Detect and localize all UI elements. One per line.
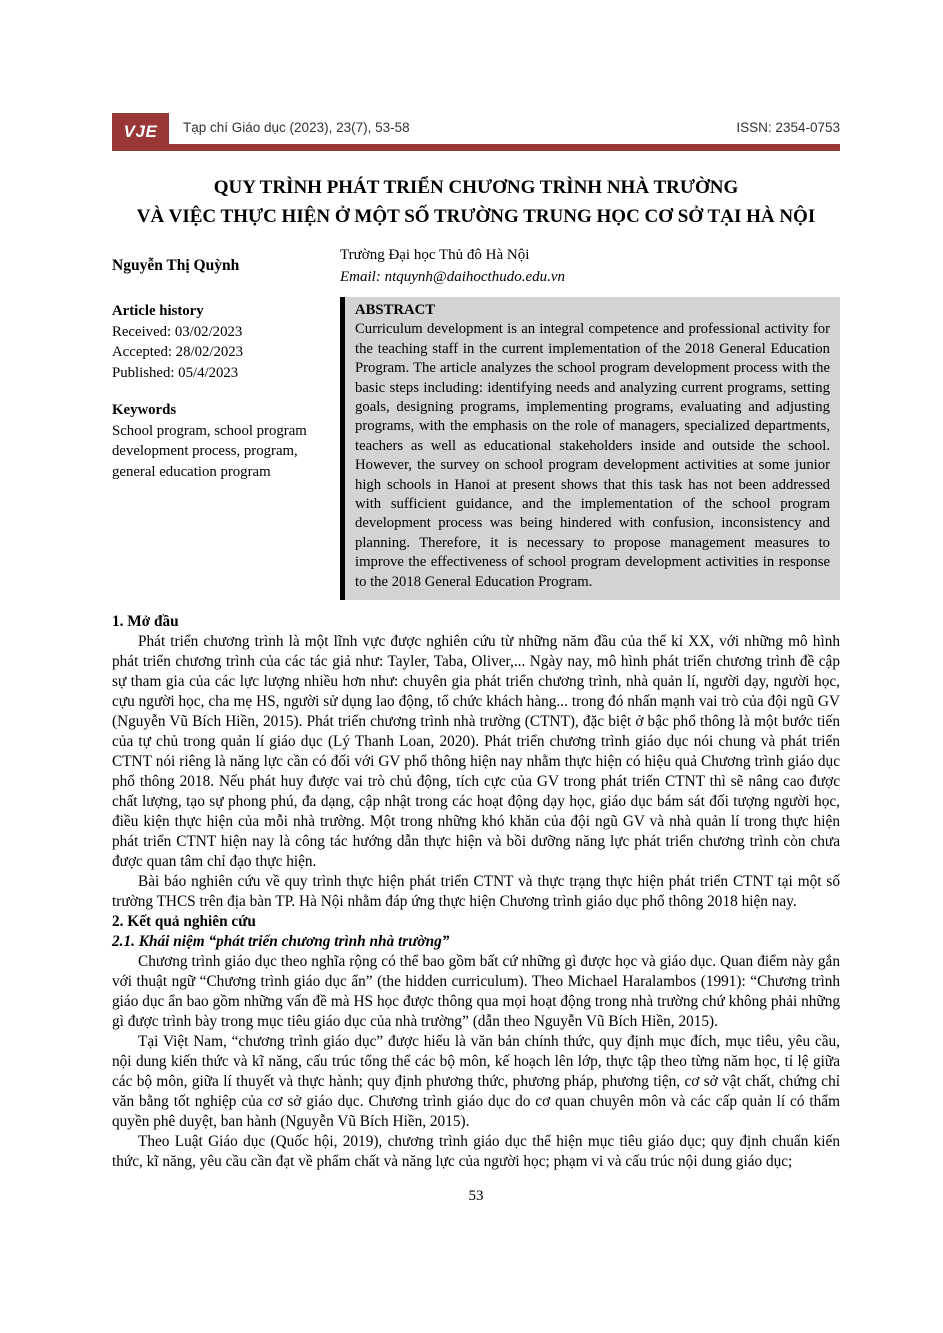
header-rule — [112, 144, 840, 151]
abstract-heading: ABSTRACT — [355, 302, 435, 318]
body-paragraph-4: Tại Việt Nam, “chương trình giáo dục” được hiểu là văn bản chính thức, quy định mục đích, mục tiêu, yêu cầu, nội dung kiến thức và kĩ năng, cấu trúc tổng thể các bộ môn, kế hoạch lên lớp, thực tập theo từng năm học, tỉ lệ giữa các bộ môn, giữa lí thuyết và thực hành; quy định phương thức, phương pháp, phương tiện, cơ sở vật chất, chứng chỉ văn bằng tốt nghiệp của cơ sở giáo dục. Chương trình giáo dục do cơ quan chuyên môn và các cấp quản lí có thẩm quyền phê duyệt, ban hành (Nguyễn Vũ Bích Hiền, 2015). — [112, 1033, 840, 1131]
vje-logo: VJE — [112, 113, 169, 151]
article-history-block — [112, 301, 340, 383]
meta-column — [112, 297, 340, 600]
meta-abstract-grid — [112, 297, 840, 600]
article-history-heading: Article history — [112, 303, 204, 319]
author-row — [112, 244, 840, 288]
body-paragraph-2: Bài báo nghiên cứu về quy trình thực hiện phát triển CTNT và thực trạng thực hiện phát triển CTNT tại một số trường THCS trên địa bàn TP. Hà Nội nhằm đáp ứng thực hiện Chương trình giáo dục phổ thông 2018 hiện nay. — [112, 873, 840, 911]
body-paragraph-3: Chương trình giáo dục theo nghĩa rộng có thể bao gồm bất cứ những gì được học và giáo dục. Quan điểm này gắn với thuật ngữ “Chương trình giáo dục ẩn” (the hidden curriculum). Theo Michael Haralambos (1991): “Chương trình giáo dục ẩn bao gồm những vấn đề mà HS học được thông qua mọi hoạt động trong nhà trường chứ không phải những gì được trình bày trong mục tiêu giáo dục của nhà trường” (dẫn theo Nguyễn Vũ Bích Hiền, 2015). — [112, 953, 840, 1031]
section-1-heading: 1. Mở đầu — [112, 613, 179, 631]
author-name: Nguyễn Thị Quỳnh — [112, 257, 240, 274]
article-title-line1: QUY TRÌNH PHÁT TRIỂN CHƯƠNG TRÌNH NHÀ TRƯỜNG — [213, 177, 739, 198]
keywords-block — [112, 400, 340, 482]
abstract-text: Curriculum development is an integral competence and professional activity for the teaching staff in the current implementation of the 2018 General Education Program. The article analyzes the school program development process with the basic steps including: identifying needs and analyzing current programs, setting goals, designing programs, implementing programs, evaluating and adjusting programs, with the emphasis on the role of managers, specialized departments, teachers as well as educational stakeholders inside and outside the school. However, the survey on school program development activities at some junior high schools in Hanoi at present shows that this task has not been addressed with sufficient guidance, and the implementation of the school program development process was being hindered with confusion, inconsistency and planning. Therefore, it is necessary to propose management measures to improve the effectiveness of school program development activities in response to the 2018 General Education Program. — [355, 321, 830, 590]
received-date: Received: 03/02/2023 — [112, 323, 243, 340]
published-date: Published: 05/4/2023 — [112, 364, 239, 381]
author-affiliation: Trường Đại học Thủ đô Hà Nội — [340, 247, 530, 263]
section-2-1-heading: 2.1. Khái niệm “phát triển chương trình nhà trường” — [112, 933, 450, 951]
accepted-date: Accepted: 28/02/2023 — [112, 344, 244, 360]
journal-header — [112, 113, 840, 151]
article-title — [112, 173, 840, 231]
page-number: 53 — [468, 1188, 484, 1205]
keywords-text: School program, school program development process, program, general education program — [112, 422, 307, 480]
body-paragraph-5: Theo Luật Giáo dục (Quốc hội, 2019), chương trình giáo dục thể hiện mục tiêu giáo dục; quy định chuẩn kiến thức, kĩ năng, yêu cầu cần đạt về phẩm chất và năng lực của người học; phạm vi và cấu trúc nội dung giáo dục; — [112, 1133, 840, 1171]
author-affiliation-block — [340, 244, 840, 288]
journal-citation: Tạp chí Giáo dục (2023), 23(7), 53-58 — [183, 120, 410, 135]
body-paragraph-1: Phát triển chương trình là một lĩnh vực được nghiên cứu từ những năm đầu của thế kỉ XX, với những mô hình phát triển chương trình của các tác giả như: Tayler, Taba, Oliver,... Ngày nay, mô hình phát triển chương trình đề cập sự tham gia của các lực lượng nhiều hơn như: chuyên gia phát triển chương trình, nhà quản lí, người dạy, người học, cựu người học, cha mẹ HS, người sử dụng lao động, tổ chức khách hàng... trong đó nhấn mạnh vai trò của đội ngũ GV (Nguyễn Vũ Bích Hiền, 2015). Phát triển chương trình nhà trường (CTNT), đặc biệt ở bậc phổ thông là một bước tiến của tự chủ trong quản lí giáo dục (Lý Thanh Loan, 2020). Phát triển chương trình giáo dục nói chung và phát triển CTNT nói riêng là năng lực cần có đối với GV phổ thông hiện nay nhằm thực hiện có hiệu quả Chương trình giáo dục phổ thông 2018. Nếu phát huy được vai trò chủ động, tích cực của GV trong phát triển CTNT thì sẽ nâng cao được chất lượng, tạo sự phong phú, đa dạng, cập nhật trong các hoạt động dạy học, giáo dục bám sát đối tượng người học, điều kiện thực hiện của mỗi nhà trường. Một trong những khó khăn của đội ngũ GV và nhà quản lí trong thực hiện phát triển CTNT hiện nay là công tác hướng dẫn thực hiện và bồi dưỡng năng lực phát triển chương trình còn chưa được quan tâm chỉ đạo thực hiện. — [112, 633, 840, 871]
issn-label: ISSN: 2354-0753 — [736, 120, 840, 135]
section-2-heading: 2. Kết quả nghiên cứu — [112, 913, 256, 931]
article-title-line2: VÀ VIỆC THỰC HIỆN Ở MỘT SỐ TRƯỜNG TRUNG HỌC CƠ SỞ TẠI HÀ NỘI — [136, 206, 816, 227]
keywords-heading: Keywords — [112, 402, 177, 418]
author-email: Email: ntquynh@daihocthudo.edu.vn — [340, 269, 566, 285]
abstract-box — [340, 297, 840, 600]
article-body — [112, 612, 840, 1172]
